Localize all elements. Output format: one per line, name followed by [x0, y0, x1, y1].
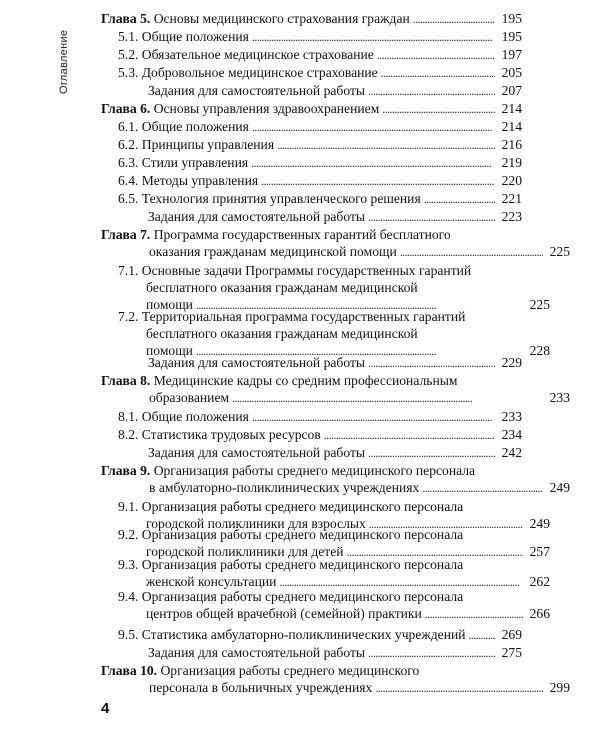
- dot-leader: [375, 679, 543, 697]
- entry-page-number: 214: [501, 101, 522, 116]
- entry-title-text: [118, 557, 463, 572]
- entry-continuation-line: [118, 325, 522, 342]
- entry-title: 9.4. Организация работы среднего медицинского персонала: [118, 589, 464, 604]
- chapter-entry: [101, 462, 570, 497]
- entry-title-text: [146, 605, 422, 622]
- entry-title: 7.1. Основные задачи Программы государственных гарантий: [118, 263, 472, 278]
- dot-leader: [368, 644, 495, 662]
- entry-title-text: [101, 663, 419, 678]
- entry-title: помощи: [146, 297, 193, 312]
- entry-continuation-line: [101, 462, 522, 479]
- entry-title: городской поликлиники для взрослых: [146, 516, 366, 531]
- section-entry: [148, 354, 522, 372]
- entry-last-line: [118, 408, 522, 426]
- entry-page-number: 223: [501, 209, 522, 224]
- entry-title: городской поликлиники для детей: [146, 544, 344, 559]
- entry-title-text: [149, 243, 397, 260]
- entry-title-text: [146, 280, 418, 295]
- entry-page-number: 195: [501, 29, 522, 44]
- entry-title-text: [148, 208, 365, 225]
- section-entry: [118, 118, 522, 136]
- entry-title-text: [118, 172, 258, 189]
- entry-last-line: [118, 190, 522, 208]
- chapter-entry: [101, 662, 570, 697]
- side-section-label: Оглавление: [58, 29, 70, 94]
- entry-title-text: [101, 373, 457, 388]
- chapter-number: Глава 9.: [101, 463, 151, 478]
- entry-continuation-line: [101, 372, 522, 389]
- chapter-entry: [101, 10, 522, 28]
- entry-last-line: [118, 64, 522, 82]
- dot-leader: [413, 10, 495, 28]
- chapter-entry: [101, 372, 570, 407]
- entry-page-number: 220: [501, 173, 522, 188]
- section-entry: [118, 308, 550, 360]
- section-entry: [148, 208, 522, 226]
- dot-leader: [252, 118, 495, 136]
- entry-title-text: [149, 679, 372, 696]
- entry-page-number: 205: [501, 65, 522, 80]
- entry-title: помощи: [146, 343, 193, 358]
- entry-last-line: [118, 154, 522, 172]
- entry-title-text: [118, 64, 378, 81]
- entry-title-text: [118, 527, 463, 542]
- entry-title-text: [118, 499, 463, 514]
- entry-last-line: [148, 82, 522, 100]
- dot-leader: [252, 408, 495, 426]
- entry-title-text: [101, 10, 410, 27]
- entry-title: персонала в больничных учреждениях: [149, 680, 373, 695]
- entry-last-line: [118, 172, 522, 190]
- entry-title-text: [118, 28, 249, 45]
- entry-title: 6.5. Технология принятия управленческого решения: [118, 191, 421, 206]
- dot-leader: [400, 243, 543, 261]
- entry-page-number: 269: [501, 627, 522, 642]
- section-entry: [118, 154, 522, 172]
- entry-title-text: [118, 118, 249, 135]
- entry-page-number: 225: [529, 297, 550, 312]
- entry-title-text: [118, 408, 249, 425]
- chapter-number: Глава 5.: [101, 11, 151, 26]
- entry-last-line: [118, 118, 522, 136]
- entry-page-number: 242: [501, 445, 522, 460]
- entry-title-text: [118, 626, 466, 643]
- section-entry: [148, 644, 522, 662]
- entry-title-text: [149, 479, 419, 496]
- entry-page-number: 221: [501, 191, 522, 206]
- entry-title: Организация работы среднего медицинского: [160, 663, 420, 678]
- section-entry: [118, 28, 522, 46]
- entry-title: бесплатного оказания гражданам медицинской: [146, 280, 418, 295]
- entry-last-line: [148, 644, 522, 662]
- entry-title-text: [118, 136, 274, 153]
- entry-title-text: [101, 227, 451, 242]
- entry-title-text: [148, 644, 365, 661]
- entry-continuation-line: [118, 588, 522, 605]
- dot-leader: [232, 389, 543, 407]
- entry-last-line: [118, 426, 522, 444]
- entry-continuation-line: [118, 279, 522, 296]
- entry-page-number: 262: [529, 574, 550, 589]
- entry-last-line: [101, 243, 570, 261]
- section-entry: [118, 136, 522, 154]
- entry-title-text: [148, 444, 365, 461]
- entry-last-line: [118, 136, 522, 154]
- entry-last-line: [101, 479, 570, 497]
- entry-title-text: [148, 82, 365, 99]
- entry-last-line: [101, 679, 570, 697]
- dot-leader: [324, 426, 495, 444]
- entry-title-text: [118, 46, 374, 63]
- entry-title: центров общей врачебной (семейной) практики: [146, 606, 422, 621]
- entry-page-number: 207: [501, 83, 522, 98]
- entry-continuation-line: [118, 526, 522, 543]
- entry-page-number: 234: [501, 427, 522, 442]
- entry-page-number: 195: [501, 11, 522, 26]
- entry-title-text: [118, 154, 248, 171]
- entry-title: 5.2. Обязательное медицинское страхование: [118, 47, 374, 62]
- entry-page-number: 225: [549, 244, 570, 259]
- entry-title: 6.1. Общие положения: [118, 119, 249, 134]
- entry-title: Задания для самостоятельной работы: [148, 445, 366, 460]
- entry-title-text: [118, 426, 321, 443]
- dot-leader: [252, 28, 495, 46]
- entry-page-number: 266: [529, 606, 550, 621]
- entry-page-number: 257: [529, 544, 550, 559]
- section-entry: [118, 556, 550, 591]
- entry-title: Организация работы среднего медицинского персонала: [153, 463, 476, 478]
- entry-title: Задания для самостоятельной работы: [148, 355, 366, 370]
- entry-page-number: 214: [501, 119, 522, 134]
- section-entry: [118, 408, 522, 426]
- section-entry: [118, 64, 522, 82]
- entry-title: Основы управления здравоохранением: [153, 101, 380, 116]
- entry-title: женской консультации: [146, 574, 277, 589]
- dot-leader: [368, 208, 495, 226]
- dot-leader: [261, 172, 495, 190]
- entry-continuation-line: [101, 226, 522, 243]
- entry-title: 8.1. Общие положения: [118, 409, 249, 424]
- entry-title-text: [101, 100, 379, 117]
- entry-page-number: 249: [529, 516, 550, 531]
- entry-last-line: [118, 605, 550, 623]
- entry-last-line: [118, 46, 522, 64]
- section-entry: [148, 444, 522, 462]
- entry-last-line: [118, 626, 522, 644]
- entry-title: 9.3. Организация работы среднего медицинского персонала: [118, 557, 464, 572]
- entry-title: Задания для самостоятельной работы: [148, 209, 366, 224]
- entry-last-line: [101, 389, 570, 407]
- dot-leader: [424, 190, 495, 208]
- entry-page-number: 233: [549, 390, 570, 405]
- entry-title-text: [148, 354, 365, 371]
- entry-title: Программа государственных гарантий бесплатного: [153, 227, 451, 242]
- entry-page-number: 228: [529, 343, 550, 358]
- section-entry: [118, 426, 522, 444]
- entry-title: Задания для самостоятельной работы: [148, 83, 366, 98]
- entry-title: 9.1. Организация работы среднего медицинского персонала: [118, 499, 464, 514]
- dot-leader: [368, 354, 495, 372]
- entry-last-line: [148, 354, 522, 372]
- entry-page-number: 219: [501, 155, 522, 170]
- chapter-entry: [101, 226, 570, 261]
- dot-leader: [382, 100, 495, 118]
- page-number: 4: [101, 700, 110, 717]
- entry-title: 5.1. Общие положения: [118, 29, 249, 44]
- dot-leader: [368, 444, 495, 462]
- section-entry: [118, 190, 522, 208]
- entry-last-line: [148, 444, 522, 462]
- section-entry: [118, 172, 522, 190]
- entry-title: Основы медицинского страхования граждан: [153, 11, 410, 26]
- entry-page-number: 299: [549, 680, 570, 695]
- entry-page-number: 216: [501, 137, 522, 152]
- dot-leader: [425, 605, 523, 623]
- chapter-number: Глава 10.: [101, 663, 158, 678]
- entry-title: Задания для самостоятельной работы: [148, 645, 366, 660]
- entry-title: 9.5. Статистика амбулаторно-поликлинических учреждений: [118, 627, 466, 642]
- entry-title: 6.4. Методы управления: [118, 173, 259, 188]
- entry-page-number: 197: [501, 47, 522, 62]
- entry-title-text: [101, 463, 475, 478]
- entry-page-number: 249: [549, 480, 570, 495]
- entry-title: 6.3. Стили управления: [118, 155, 249, 170]
- entry-title-text: [118, 589, 463, 604]
- section-entry: [118, 262, 550, 314]
- dot-leader: [368, 82, 495, 100]
- entry-title: бесплатного оказания гражданам медицинской: [146, 326, 418, 341]
- dot-leader: [277, 136, 495, 154]
- entry-last-line: [148, 208, 522, 226]
- dot-leader: [251, 154, 495, 172]
- dot-leader: [422, 479, 543, 497]
- section-entry: [118, 588, 550, 623]
- chapter-number: Глава 7.: [101, 227, 151, 242]
- entry-title: 9.2. Организация работы среднего медицинского персонала: [118, 527, 464, 542]
- entry-continuation-line: [118, 498, 522, 515]
- dot-leader: [377, 46, 495, 64]
- entry-page-number: 275: [501, 645, 522, 660]
- section-entry: [118, 46, 522, 64]
- entry-continuation-line: [101, 662, 522, 679]
- chapter-number: Глава 8.: [101, 373, 151, 388]
- entry-title: 7.2. Территориальная программа государственных гарантий: [118, 309, 466, 324]
- entry-title: образованием: [149, 390, 230, 405]
- entry-title-text: [146, 326, 418, 341]
- dot-leader: [469, 626, 495, 644]
- entry-title: 5.3. Добровольное медицинское страхование: [118, 65, 378, 80]
- dot-leader: [381, 64, 495, 82]
- section-entry: [118, 626, 522, 644]
- entry-title-text: [118, 263, 471, 278]
- entry-page-number: 229: [501, 355, 522, 370]
- entry-page-number: 233: [501, 409, 522, 424]
- entry-title: оказания гражданам медицинской помощи: [149, 244, 397, 259]
- entry-title: 6.2. Принципы управления: [118, 137, 275, 152]
- entry-last-line: [118, 28, 522, 46]
- entry-title: 8.2. Статистика трудовых ресурсов: [118, 427, 321, 442]
- entry-last-line: [101, 10, 522, 28]
- entry-title-text: [149, 389, 229, 406]
- chapter-number: Глава 6.: [101, 101, 151, 116]
- entry-continuation-line: [118, 308, 522, 325]
- entry-title-text: [118, 190, 421, 207]
- entry-continuation-line: [118, 262, 522, 279]
- entry-last-line: [101, 100, 522, 118]
- entry-title: Медицинские кадры со средним профессиональным: [153, 373, 458, 388]
- section-entry: [148, 82, 522, 100]
- entry-title-text: [118, 309, 465, 324]
- entry-continuation-line: [118, 556, 522, 573]
- chapter-entry: [101, 100, 522, 118]
- entry-title: в амбулаторно-поликлинических учреждениях: [149, 480, 420, 495]
